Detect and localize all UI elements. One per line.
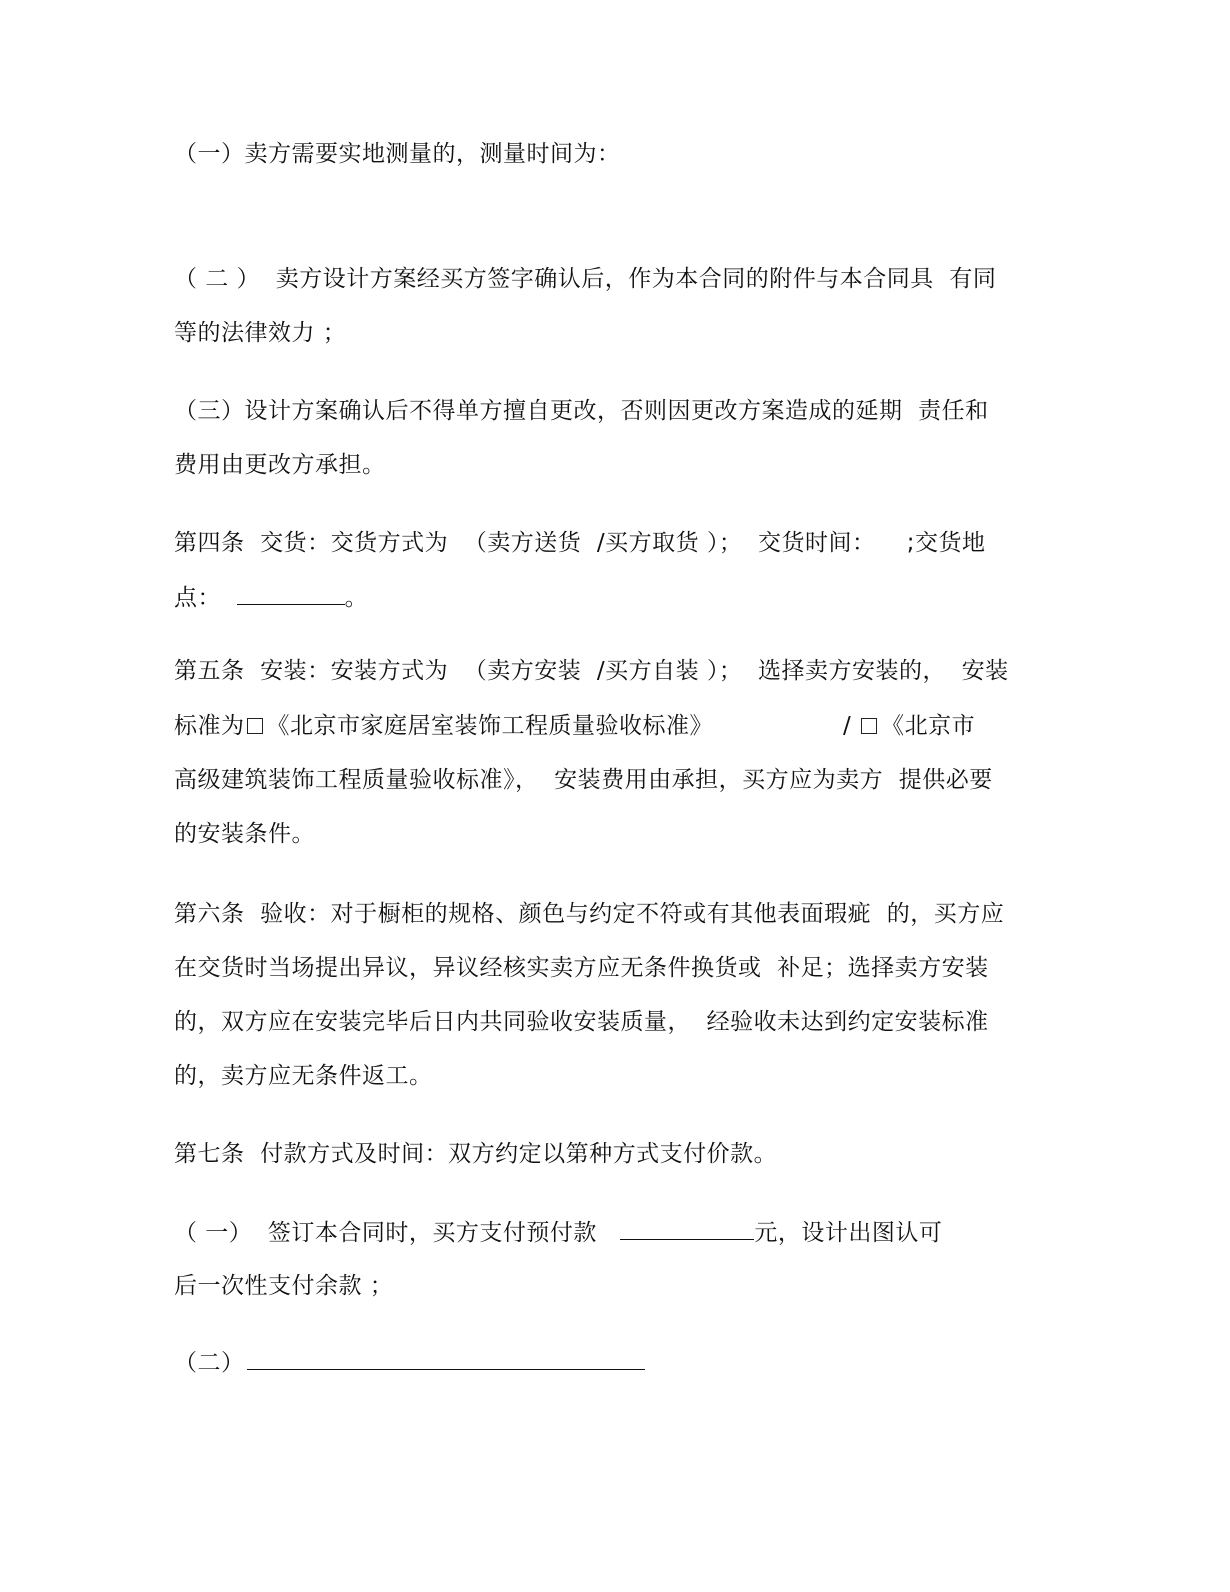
- clause7-item1-prefix: （ 一） 签订本合同时，买方支付预付款: [174, 1220, 621, 1246]
- clause5-line2: [174, 711, 975, 741]
- clause7-line1: 第七条 付款方式及时间：双方约定以第种方式支付价款。: [174, 1141, 778, 1167]
- clause5-standard-label: 标准为: [174, 713, 245, 739]
- clause3-item2-line2: 等的法律效力 ；: [174, 320, 347, 346]
- clause3-item2-line1: （ 二 ） 卖方设计方案经买方签字确认后，作为本合同的附件与本合同具 有同: [174, 266, 997, 292]
- standard-option2-label: 《北京市: [881, 713, 976, 739]
- standard-option1-checkbox[interactable]: [247, 718, 263, 734]
- standard-option1-label: 《北京市家庭居室装饰工程质量验收标准》: [266, 713, 713, 739]
- delivery-place-blank[interactable]: [237, 582, 345, 605]
- clause7-item2: [174, 1347, 645, 1378]
- clause6-line2: 在交货时当场提出异议，异议经核实卖方应无条件换货或 补足；选择卖方安装: [174, 955, 989, 981]
- clause5-line4: 的安装条件。: [174, 821, 315, 847]
- clause7-item2-prefix: （二）: [174, 1350, 245, 1376]
- standard-separator: /: [843, 713, 860, 739]
- clause3-item1: （一）卖方需要实地测量的，测量时间为：: [174, 141, 621, 167]
- clause7-item1-line2: 后一次性支付余款 ；: [174, 1273, 394, 1299]
- clause4-line1: 第四条 交货：交货方式为 （卖方送货 /买方取货 ）； 交货时间： ;交货地: [174, 530, 986, 556]
- clause5-line3: 高级建筑装饰工程质量验收标准》， 安装费用由承担，买方应为卖方 提供必要: [174, 767, 993, 793]
- prepayment-amount-blank[interactable]: [620, 1217, 754, 1240]
- clause3-item3-line1: （三）设计方案确认后不得单方擅自更改，否则因更改方案造成的延期 责任和: [174, 398, 989, 424]
- clause4-line2-suffix: 。: [344, 585, 369, 611]
- clause4-line2: [174, 582, 368, 613]
- clause4-delivery-place-label: 点：: [174, 585, 237, 611]
- clause7-item1-line1: [174, 1217, 942, 1248]
- clause3-item3-line2: 费用由更改方承担。: [174, 452, 386, 478]
- clause6-line3: 的，双方应在安装完毕后日内共同验收安装质量， 经验收未达到约定安装标准: [174, 1009, 989, 1035]
- clause6-line1: 第六条 验收：对于橱柜的规格、颜色与约定不符或有其他表面瑕疵 的，买方应: [174, 901, 1005, 927]
- clause5-line1: 第五条 安装：安装方式为 （卖方安装 /买方自装 ）； 选择卖方安装的， 安装: [174, 658, 1009, 684]
- clause6-line4: 的，卖方应无条件返工。: [174, 1063, 433, 1089]
- standard-option2-checkbox[interactable]: [861, 718, 877, 734]
- payment-method2-blank[interactable]: [247, 1347, 645, 1370]
- clause7-item1-suffix: 元，设计出图认可: [754, 1220, 943, 1246]
